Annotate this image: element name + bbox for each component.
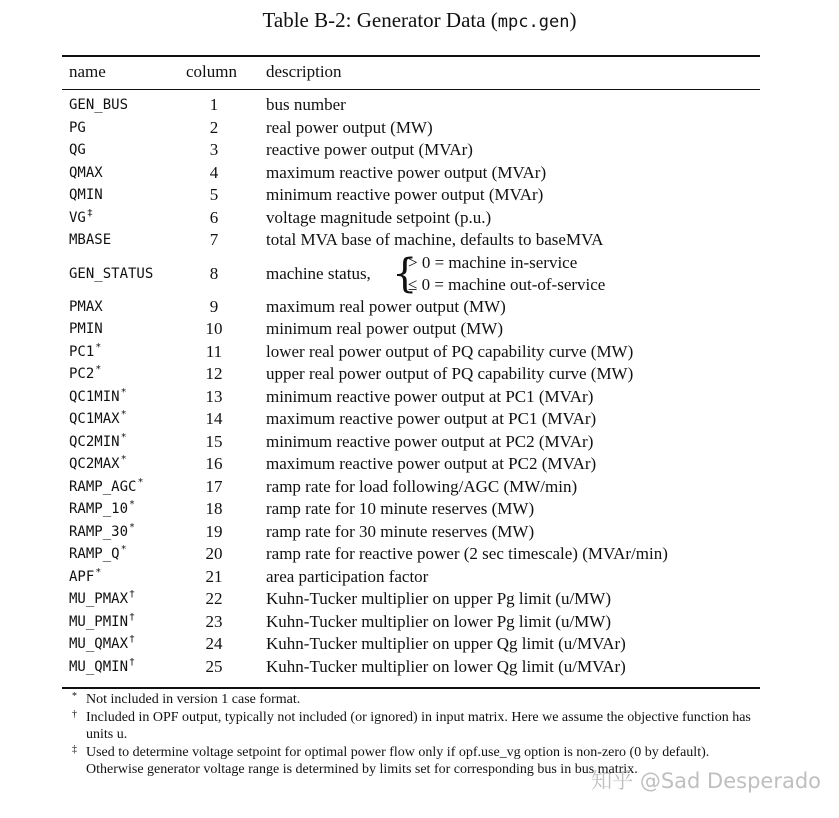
row-column-number: 4 bbox=[209, 162, 219, 182]
row-description: Kuhn-Tucker multiplier on upper Pg limit (u/MW) bbox=[266, 589, 612, 608]
row-column-number: 9 bbox=[209, 296, 219, 316]
status-label: machine status, bbox=[266, 263, 371, 283]
brace-icon: { bbox=[392, 250, 418, 297]
header-column: column bbox=[186, 62, 237, 81]
row-column-number: 11 bbox=[205, 341, 223, 361]
row-name-text: APF bbox=[69, 568, 95, 585]
row-description: minimum real power output (MW) bbox=[266, 319, 504, 338]
table-row bbox=[62, 162, 760, 185]
table-row bbox=[62, 498, 760, 521]
row-name bbox=[69, 363, 101, 386]
row-column-number: 17 bbox=[205, 476, 223, 496]
table-row bbox=[62, 476, 760, 499]
row-name-text: QC2MAX bbox=[69, 456, 120, 472]
row-name bbox=[69, 184, 103, 207]
row-description: reactive power output (MVAr) bbox=[266, 140, 473, 159]
row-description: bus number bbox=[266, 95, 346, 114]
table-row bbox=[62, 566, 760, 589]
footnote-mark: * bbox=[72, 691, 77, 702]
table-row bbox=[62, 521, 760, 544]
row-name bbox=[69, 521, 135, 544]
row-footnote-mark: † bbox=[129, 634, 136, 645]
table-row bbox=[62, 431, 760, 454]
table-row bbox=[62, 543, 760, 566]
row-name-text: RAMP_30 bbox=[69, 523, 129, 540]
row-name bbox=[69, 588, 135, 611]
header-description: description bbox=[266, 62, 342, 81]
row-column-number: 25 bbox=[205, 656, 223, 676]
row-name bbox=[69, 229, 111, 252]
row-name bbox=[69, 318, 103, 341]
row-footnote-mark: † bbox=[129, 589, 136, 600]
row-name bbox=[69, 476, 143, 499]
row-column-number: 15 bbox=[205, 431, 223, 451]
footnote-star bbox=[62, 691, 762, 709]
row-name-text: GEN_STATUS bbox=[69, 265, 154, 282]
row-name bbox=[69, 431, 127, 454]
row-column-number: 24 bbox=[205, 634, 223, 653]
row-name bbox=[69, 296, 103, 319]
row-footnote-mark: * bbox=[120, 454, 127, 465]
row-name-text: GEN_BUS bbox=[69, 97, 129, 113]
row-name bbox=[69, 207, 93, 230]
row-name-text: MBASE bbox=[69, 232, 112, 248]
row-name-text: QC1MAX bbox=[69, 411, 120, 427]
row-column-number: 20 bbox=[205, 544, 223, 563]
row-name bbox=[69, 162, 103, 185]
row-footnote-mark: ‡ bbox=[86, 207, 93, 219]
row-description: minimum reactive power output at PC2 (MVAr) bbox=[266, 431, 594, 451]
table-row bbox=[62, 117, 760, 140]
row-column-number: 1 bbox=[209, 95, 219, 114]
table-row bbox=[62, 341, 760, 364]
footnote-text: Not included in version 1 case format. bbox=[86, 692, 301, 707]
table-row bbox=[62, 184, 760, 207]
row-column-number: 3 bbox=[209, 140, 219, 159]
row-description: ramp rate for 10 minute reserves (MW) bbox=[266, 499, 535, 518]
header-name: name bbox=[69, 62, 106, 81]
row-description: total MVA base of machine, defaults to baseMVA bbox=[266, 230, 604, 249]
row-name bbox=[69, 611, 135, 634]
row-name bbox=[69, 498, 135, 521]
row-footnote-mark: * bbox=[120, 409, 127, 420]
row-name-text: MU_PMAX bbox=[69, 591, 129, 607]
row-footnote-mark: * bbox=[95, 364, 102, 375]
table-row bbox=[62, 139, 760, 162]
row-description: upper real power output of PQ capability curve (MW) bbox=[266, 364, 634, 383]
row-description: minimum reactive power output at PC1 (MVAr) bbox=[266, 386, 594, 406]
row-name-text: VG bbox=[69, 209, 86, 226]
row-name-text: RAMP_10 bbox=[69, 501, 129, 517]
row-description: Kuhn-Tucker multiplier on upper Qg limit (u/MVAr) bbox=[266, 634, 626, 653]
row-description: maximum real power output (MW) bbox=[266, 296, 506, 316]
row-column-number: 19 bbox=[205, 521, 223, 541]
row-name bbox=[69, 453, 127, 476]
row-footnote-mark: * bbox=[129, 521, 136, 533]
row-name-text: PC2 bbox=[69, 366, 95, 382]
table-row bbox=[62, 229, 760, 252]
row-description: ramp rate for 30 minute reserves (MW) bbox=[266, 521, 535, 541]
table-row bbox=[62, 363, 760, 386]
row-column-number: 6 bbox=[209, 207, 219, 227]
table-caption bbox=[0, 7, 839, 35]
caption-suffix: ) bbox=[569, 8, 577, 32]
row-description: Kuhn-Tucker multiplier on lower Pg limit (u/MW) bbox=[266, 611, 612, 631]
row-description: Kuhn-Tucker multiplier on lower Qg limit (u/MVAr) bbox=[266, 656, 626, 676]
status-option: > 0 = machine in-service bbox=[408, 252, 578, 272]
row-footnote-mark: * bbox=[120, 386, 127, 398]
row-description: voltage magnitude setpoint (p.u.) bbox=[266, 207, 492, 227]
table-row bbox=[62, 408, 760, 431]
row-column-number: 12 bbox=[205, 364, 223, 383]
row-name bbox=[69, 408, 127, 431]
row-footnote-mark: * bbox=[95, 566, 102, 578]
row-column-number: 8 bbox=[209, 263, 219, 283]
table-row bbox=[62, 252, 760, 296]
row-name-text: PG bbox=[69, 119, 86, 136]
table-header bbox=[62, 60, 760, 84]
table-row bbox=[62, 453, 760, 476]
table-row bbox=[62, 94, 760, 117]
row-name bbox=[69, 341, 101, 364]
row-name bbox=[69, 566, 101, 589]
row-name-text: RAMP_AGC bbox=[69, 478, 137, 495]
table-row bbox=[62, 633, 760, 656]
row-name bbox=[69, 543, 127, 566]
bottom-rule bbox=[62, 687, 760, 689]
row-name bbox=[69, 633, 135, 656]
row-footnote-mark: * bbox=[120, 431, 127, 443]
row-name-text: QMIN bbox=[69, 187, 103, 203]
top-rule bbox=[62, 55, 760, 57]
row-column-number: 14 bbox=[205, 409, 223, 428]
row-footnote-mark: * bbox=[129, 499, 136, 510]
row-column-number: 23 bbox=[205, 611, 223, 631]
row-footnote-mark: * bbox=[95, 341, 102, 353]
row-footnote-mark: † bbox=[129, 656, 136, 668]
row-description: ramp rate for load following/AGC (MW/min) bbox=[266, 476, 578, 496]
row-footnote-mark: † bbox=[129, 611, 136, 623]
table-row bbox=[62, 611, 760, 634]
footnote-mark: † bbox=[72, 708, 77, 720]
row-name bbox=[69, 656, 135, 679]
table-row bbox=[62, 207, 760, 230]
status-options bbox=[408, 252, 605, 296]
row-description: real power output (MW) bbox=[266, 117, 433, 137]
row-name-text: MU_QMIN bbox=[69, 658, 129, 675]
table-row bbox=[62, 296, 760, 319]
caption-prefix: Table B-2: Generator Data ( bbox=[262, 8, 498, 32]
row-name-text: PMAX bbox=[69, 298, 103, 315]
row-footnote-mark: * bbox=[120, 544, 127, 555]
row-name bbox=[69, 94, 128, 117]
row-name-text: QC1MIN bbox=[69, 388, 120, 405]
footnote-dagger bbox=[62, 709, 762, 744]
row-name-text: QMAX bbox=[69, 164, 103, 181]
table-body bbox=[62, 94, 760, 678]
caption-code: mpc.gen bbox=[497, 12, 570, 32]
row-footnote-mark: * bbox=[137, 476, 144, 488]
row-name-text: PC1 bbox=[69, 343, 95, 360]
table-row bbox=[62, 386, 760, 409]
table-row bbox=[62, 656, 760, 679]
footnote-mark: ‡ bbox=[72, 743, 77, 755]
row-name-text: QC2MIN bbox=[69, 433, 120, 450]
row-column-number: 22 bbox=[205, 589, 223, 608]
row-column-number: 13 bbox=[205, 386, 223, 406]
footnote-text: Included in OPF output, typically not included (or ignored) in input matrix. Here we assume the objective function has units u. bbox=[86, 709, 751, 742]
row-description: area participation factor bbox=[266, 566, 429, 586]
row-name bbox=[69, 139, 86, 162]
row-description: maximum reactive power output (MVAr) bbox=[266, 162, 547, 182]
status-option: ≤ 0 = machine out-of-service bbox=[408, 274, 606, 294]
row-description: maximum reactive power output at PC1 (MVAr) bbox=[266, 409, 597, 428]
row-description: lower real power output of PQ capability curve (MW) bbox=[266, 341, 634, 361]
row-name bbox=[69, 117, 86, 140]
row-description: maximum reactive power output at PC2 (MVAr) bbox=[266, 454, 597, 473]
row-column-number: 2 bbox=[209, 117, 219, 137]
table-row bbox=[62, 318, 760, 341]
row-column-number: 7 bbox=[209, 230, 219, 249]
footnote-text: Used to determine voltage setpoint for optimal power flow only if opf.use_vg option is non-zero (0 by default). Otherwise generator voltage range is determined by limits set for corresponding bus in bus matrix. bbox=[86, 744, 710, 777]
row-name-text: RAMP_Q bbox=[69, 546, 120, 562]
row-column-number: 21 bbox=[205, 566, 223, 586]
row-column-number: 18 bbox=[205, 499, 223, 518]
row-name-text: MU_QMAX bbox=[69, 636, 129, 652]
table-row bbox=[62, 588, 760, 611]
row-name-text: QG bbox=[69, 142, 86, 158]
row-description: minimum reactive power output (MVAr) bbox=[266, 185, 544, 204]
header-rule bbox=[62, 89, 760, 90]
row-column-number: 5 bbox=[209, 185, 219, 204]
row-name-text: MU_PMIN bbox=[69, 613, 129, 630]
row-column-number: 10 bbox=[205, 319, 223, 338]
row-column-number: 16 bbox=[205, 454, 223, 473]
row-name bbox=[69, 386, 127, 409]
watermark: 知乎 @Sad Desperado bbox=[591, 769, 821, 793]
row-description: ramp rate for reactive power (2 sec timescale) (MVAr/min) bbox=[266, 544, 668, 563]
row-name bbox=[69, 252, 153, 296]
row-name-text: PMIN bbox=[69, 321, 103, 337]
